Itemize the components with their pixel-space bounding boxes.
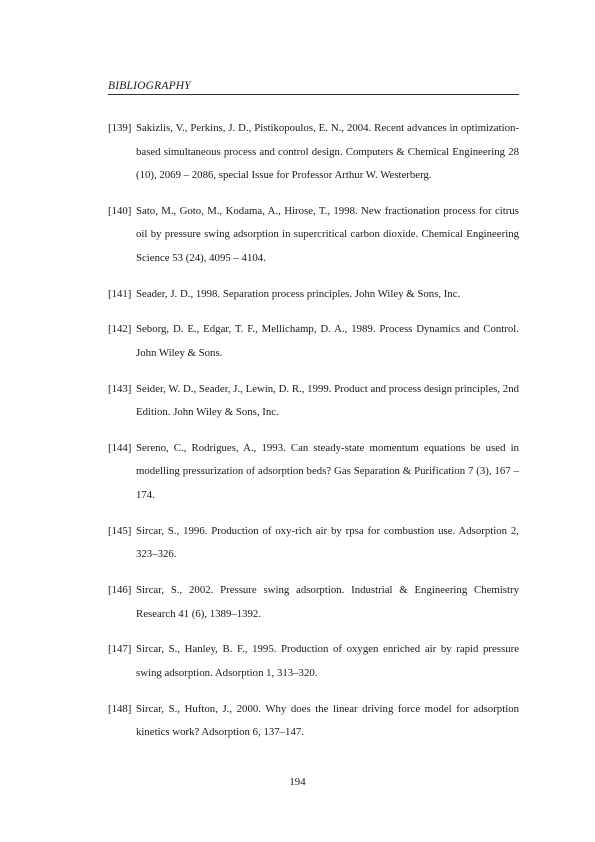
reference-item bbox=[108, 698, 519, 745]
reference-text: Sircar, S., Hanley, B. F., 1995. Production of oxygen enriched air by rapid pressure swing adsorption. Adsorption 1, 313–320. bbox=[136, 643, 519, 679]
reference-text: Sakizlis, V., Perkins, J. D., Pistikopoulos, E. N., 2004. Recent advances in optimization-based simultaneous process and control design. Computers & Chemical Engineering 28 (10), 2069 – 2086, special Issue for Professor Arthur W. Westerberg. bbox=[136, 122, 519, 181]
reference-number: [142] bbox=[108, 323, 132, 336]
reference-number: [143] bbox=[108, 382, 132, 395]
running-head: BIBLIOGRAPHY bbox=[108, 79, 519, 95]
page-number: 194 bbox=[289, 776, 306, 788]
reference-item bbox=[108, 283, 519, 307]
reference-number: [146] bbox=[108, 584, 132, 597]
reference-text: Seborg, D. E., Edgar, T. F., Mellichamp, D. A., 1989. Process Dynamics and Control. John Wiley & Sons. bbox=[136, 323, 519, 359]
reference-item bbox=[108, 638, 519, 685]
reference-text: Sereno, C., Rodrigues, A., 1993. Can steady-state momentum equations be used in modelling pressurization of adsorption beds? Gas Separation & Purification 7 (3), 167 – 174. bbox=[136, 441, 519, 501]
reference-text: Sircar, S., 2002. Pressure swing adsorption. Industrial & Engineering Chemistry Research 41 (6), 1389–1392. bbox=[136, 584, 519, 620]
reference-item bbox=[108, 378, 519, 425]
reference-item bbox=[108, 579, 519, 626]
reference-item bbox=[108, 117, 519, 188]
reference-number: [141] bbox=[108, 287, 132, 300]
reference-number: [145] bbox=[108, 524, 132, 537]
reference-text: Sircar, S., Hufton, J., 2000. Why does the linear driving force model for adsorption kinetics work? Adsorption 6, 137–147. bbox=[136, 702, 519, 739]
reference-list bbox=[108, 117, 519, 757]
reference-item bbox=[108, 437, 519, 508]
reference-number: [147] bbox=[108, 643, 132, 656]
reference-number: [139] bbox=[108, 122, 132, 134]
reference-text: Seider, W. D., Seader, J., Lewin, D. R., 1999. Product and process design principles, 2nd Edition. John Wiley & Sons, Inc. bbox=[136, 382, 519, 419]
reference-item bbox=[108, 200, 519, 271]
reference-item bbox=[108, 520, 519, 567]
reference-number: [144] bbox=[108, 441, 132, 454]
reference-text: Sato, M., Goto, M., Kodama, A., Hirose, T., 1998. New fractionation process for citrus oil by pressure swing adsorption in supercritical carbon dioxide. Chemical Engineering Science 53 (24), 4095 – 4104. bbox=[136, 204, 519, 264]
reference-text: Seader, J. D., 1998. Separation process principles. John Wiley & Sons, Inc. bbox=[136, 287, 461, 300]
reference-item bbox=[108, 318, 519, 365]
reference-number: [140] bbox=[108, 204, 132, 217]
reference-text: Sircar, S., 1996. Production of oxy-rich air by rpsa for combustion use. Adsorption 2, 323–326. bbox=[136, 524, 519, 561]
reference-number: [148] bbox=[108, 702, 132, 715]
